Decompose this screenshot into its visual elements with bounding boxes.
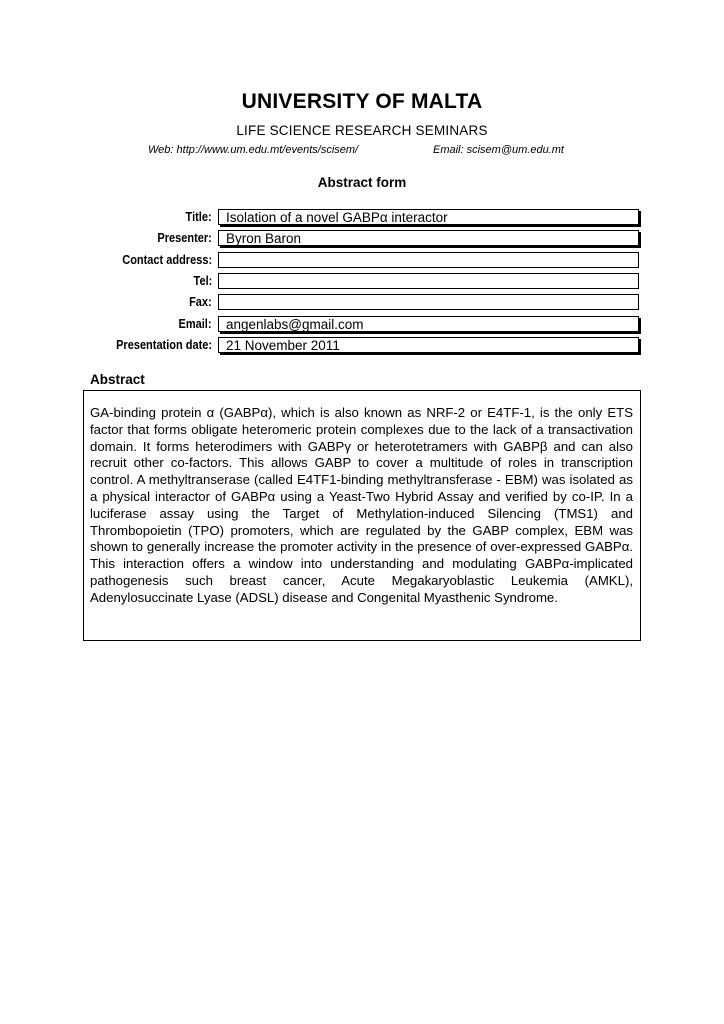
university-title: UNIVERSITY OF MALTA: [241, 90, 483, 113]
presenter-field[interactable]: Byron Baron: [218, 230, 639, 246]
form-heading: Abstract form: [317, 175, 407, 190]
presenter-label: Presenter:: [157, 231, 212, 245]
title-field[interactable]: Isolation of a novel GABPα interactor: [218, 209, 639, 225]
tel-field[interactable]: [218, 273, 639, 289]
presentation-date-field[interactable]: 21 November 2011: [218, 337, 639, 353]
seminar-series-subtitle: LIFE SCIENCE RESEARCH SEMINARS: [236, 123, 488, 138]
contact-address-label: Contact address:: [122, 253, 212, 267]
fax-field[interactable]: [218, 294, 639, 310]
fax-label: Fax:: [189, 295, 212, 309]
title-label: Title:: [185, 210, 212, 224]
presentation-date-label: Presentation date:: [116, 338, 212, 352]
contact-address-field[interactable]: [218, 252, 639, 268]
abstract-heading: Abstract: [90, 372, 145, 387]
tel-label: Tel:: [193, 274, 212, 288]
email-field[interactable]: angenlabs@gmail.com: [218, 316, 639, 332]
abstract-text: GA-binding protein α (GABPα), which is also known as NRF-2 or E4TF-1, is the only ETS factor that forms obligate heteromeric protein complexes due to the lack of a transactivation domain. It forms heterodimers with GABPγ or heterotetramers with GABPβ and can also recruit other co-factors. This allows GABP to cover a multitude of roles in transcription control. A methyltranserase (called E4TF1-binding methyltransferase - EBM) was isolated as a physical interactor of GABPα using a Yeast-Two Hybrid Assay and verified by co-IP. In a luciferase assay using the Target of Methylation-induced Silencing (TMS1) and Thrombopoietin (TPO) promoters, which are regulated by the GABP complex, EBM was shown to generally increase the promoter activity in the presence of over-expressed GABPα. This interaction offers a window into understanding and modulating GABPα-implicated pathogenesis such breast cancer, Acute Megakaryoblastic Leukemia (AMKL), Adenylosuccinate Lyase (ADSL) disease and Congenital Myasthenic Syndrome.: [90, 405, 633, 605]
abstract-box: [83, 390, 641, 641]
contact-email: Email: scisem@um.edu.mt: [433, 144, 564, 156]
web-address: Web: http://www.um.edu.mt/events/scisem/: [148, 144, 359, 156]
email-label: Email:: [178, 317, 212, 331]
